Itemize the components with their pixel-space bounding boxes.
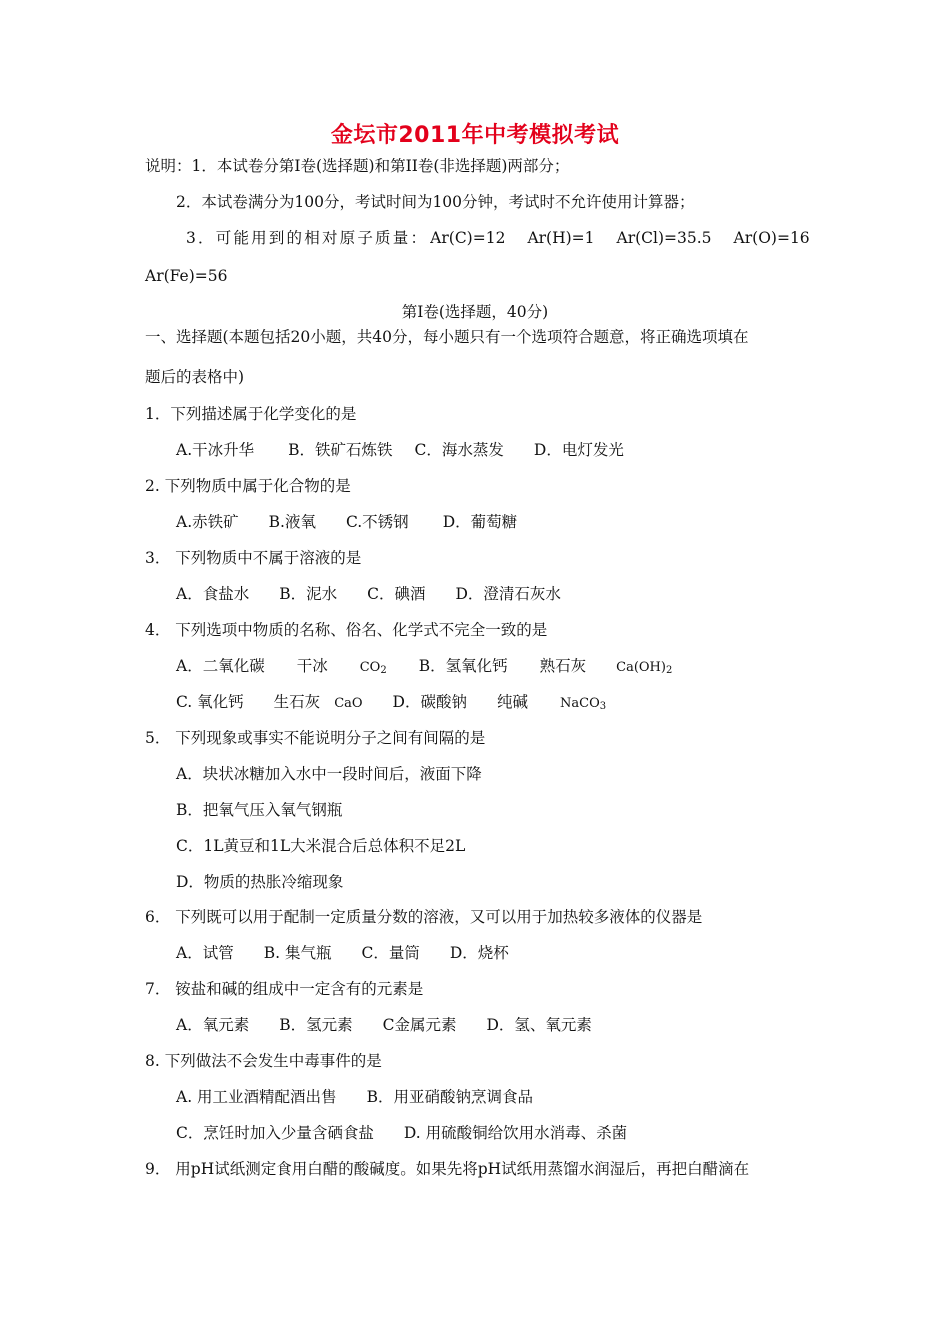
q4-option-a-common: 干冰	[296, 657, 328, 675]
q6-option-b: B. 集气瓶	[263, 944, 332, 962]
mass-fe: Ar(Fe)=56	[145, 267, 228, 285]
q4-option-c-formula: CaO	[334, 696, 363, 711]
question-8-row-1	[176, 1087, 533, 1107]
q5-option-c: C．1L黄豆和1L大米混合后总体积不足2L	[176, 837, 466, 855]
question-3-stem: 3． 下列物质中不属于溶液的是	[145, 549, 362, 567]
q1-option-b: B．铁矿石炼铁	[288, 441, 393, 459]
q4-option-d-common: 纯碱	[496, 693, 528, 711]
q3-option-a: A．食盐水	[176, 585, 250, 603]
q5-option-d: D．物质的热胀冷缩现象	[176, 873, 344, 891]
q5-option-b: B．把氧气压入氧气钢瓶	[176, 801, 343, 819]
q3-option-d: D．澄清石灰水	[455, 585, 561, 603]
mass-h: Ar(H)=1	[527, 229, 595, 247]
question-7-options	[176, 1015, 592, 1035]
question-5-stem: 5． 下列现象或事实不能说明分子之间有间隔的是	[145, 729, 486, 747]
exam-title: 金坛市2011年中考模拟考试	[330, 123, 620, 148]
q4-option-a-formula	[360, 658, 387, 681]
q4-option-b-name: B．氢氧化钙	[418, 657, 508, 675]
q8-option-d: D. 用硫酸铜给饮用水消毒、杀菌	[403, 1124, 628, 1142]
q4-option-b-formula	[616, 658, 672, 681]
q1-option-c: C．海水蒸发	[414, 441, 504, 459]
q4-option-d-formula	[560, 694, 606, 717]
question-1-options	[176, 440, 624, 460]
question-8-stem: 8. 下列做法不会发生中毒事件的是	[145, 1052, 382, 1070]
q6-option-a: A．试管	[176, 944, 234, 962]
q3-option-c: C．碘酒	[367, 585, 426, 603]
note-1: 说明：1．本试卷分第Ⅰ卷(选择题)和第II卷(非选择题)两部分；	[145, 157, 570, 175]
q8-option-c: C．烹饪时加入少量含硒食盐	[176, 1124, 374, 1142]
q4-option-d-name: D．碳酸钠	[392, 693, 467, 711]
section-heading-line1: 一、选择题(本题包括20小题，共40分，每小题只有一个选项符合题意，将正确选项填在	[145, 328, 749, 346]
q1-option-d: D．电灯发光	[533, 441, 624, 459]
q4-option-c-common: 生石灰	[273, 693, 321, 711]
question-4-stem: 4． 下列选项中物质的名称、俗名、化学式不完全一致的是	[145, 621, 548, 639]
q7-option-a: A．氧元素	[176, 1016, 250, 1034]
q7-option-b: B．氢元素	[279, 1016, 353, 1034]
note-3-label: 3．可能用到的相对原子质量：	[186, 229, 429, 247]
q7-option-d: D．氢、氧元素	[486, 1016, 592, 1034]
question-6-options	[176, 943, 509, 963]
q4-d-formula-text: NaCO	[560, 696, 600, 711]
mass-o: Ar(O)=16	[733, 229, 810, 247]
q6-option-c: C．量筒	[361, 944, 420, 962]
q4-d-formula-sub: 3	[599, 701, 607, 712]
mass-cl: Ar(Cl)=35.5	[616, 229, 712, 247]
part-title: 第Ⅰ卷(选择题，40分)	[401, 303, 549, 321]
note-3	[186, 228, 810, 248]
question-4-row-2	[176, 692, 606, 717]
mass-c: Ar(C)=12	[430, 229, 506, 247]
question-8-row-2	[176, 1123, 627, 1143]
q2-option-d: D．葡萄糖	[442, 513, 518, 531]
q1-option-a: A.干冰升华	[176, 441, 255, 459]
q6-option-d: D．烧杯	[449, 944, 509, 962]
q4-option-c-name: C. 氧化钙	[176, 693, 244, 711]
question-3-options	[176, 584, 561, 604]
q4-b-formula-text: Ca(OH)	[616, 660, 666, 675]
question-2-options	[176, 512, 517, 532]
q4-option-a-name: A．二氧化碳	[176, 657, 265, 675]
note-2: 2．本试卷满分为100分，考试时间为100分钟，考试时不允许使用计算器；	[176, 193, 695, 211]
section-heading-line2: 题后的表格中)	[145, 368, 245, 386]
q2-option-c: C.不锈钢	[345, 513, 409, 531]
question-1-stem: 1．下列描述属于化学变化的是	[145, 405, 357, 423]
q3-option-b: B．泥水	[279, 585, 338, 603]
q4-option-b-common: 熟石灰	[539, 657, 587, 675]
q2-option-b: B.液氧	[268, 513, 316, 531]
q8-option-b: B．用亚硝酸钠烹调食品	[366, 1088, 533, 1106]
q4-b-formula-sub: 2	[665, 665, 673, 676]
question-4-row-1	[176, 656, 672, 681]
q4-a-formula-text: CO	[359, 660, 381, 675]
q2-option-a: A.赤铁矿	[176, 513, 239, 531]
question-6-stem: 6． 下列既可以用于配制一定质量分数的溶液，又可以用于加热较多液体的仪器是	[145, 908, 703, 926]
question-7-stem: 7． 铵盐和碱的组成中一定含有的元素是	[145, 980, 424, 998]
q7-option-c: C金属元素	[382, 1016, 457, 1034]
q5-option-a: A．块状冰糖加入水中一段时间后，液面下降	[176, 765, 482, 783]
q8-option-a: A. 用工业酒精配酒出售	[176, 1088, 337, 1106]
question-9-stem: 9． 用pH试纸测定食用白醋的酸碱度。如果先将pH试纸用蒸馏水润湿后，再把白醋滴在	[145, 1160, 750, 1178]
q4-a-formula-sub: 2	[380, 665, 387, 676]
question-2-stem: 2. 下列物质中属于化合物的是	[145, 477, 351, 495]
